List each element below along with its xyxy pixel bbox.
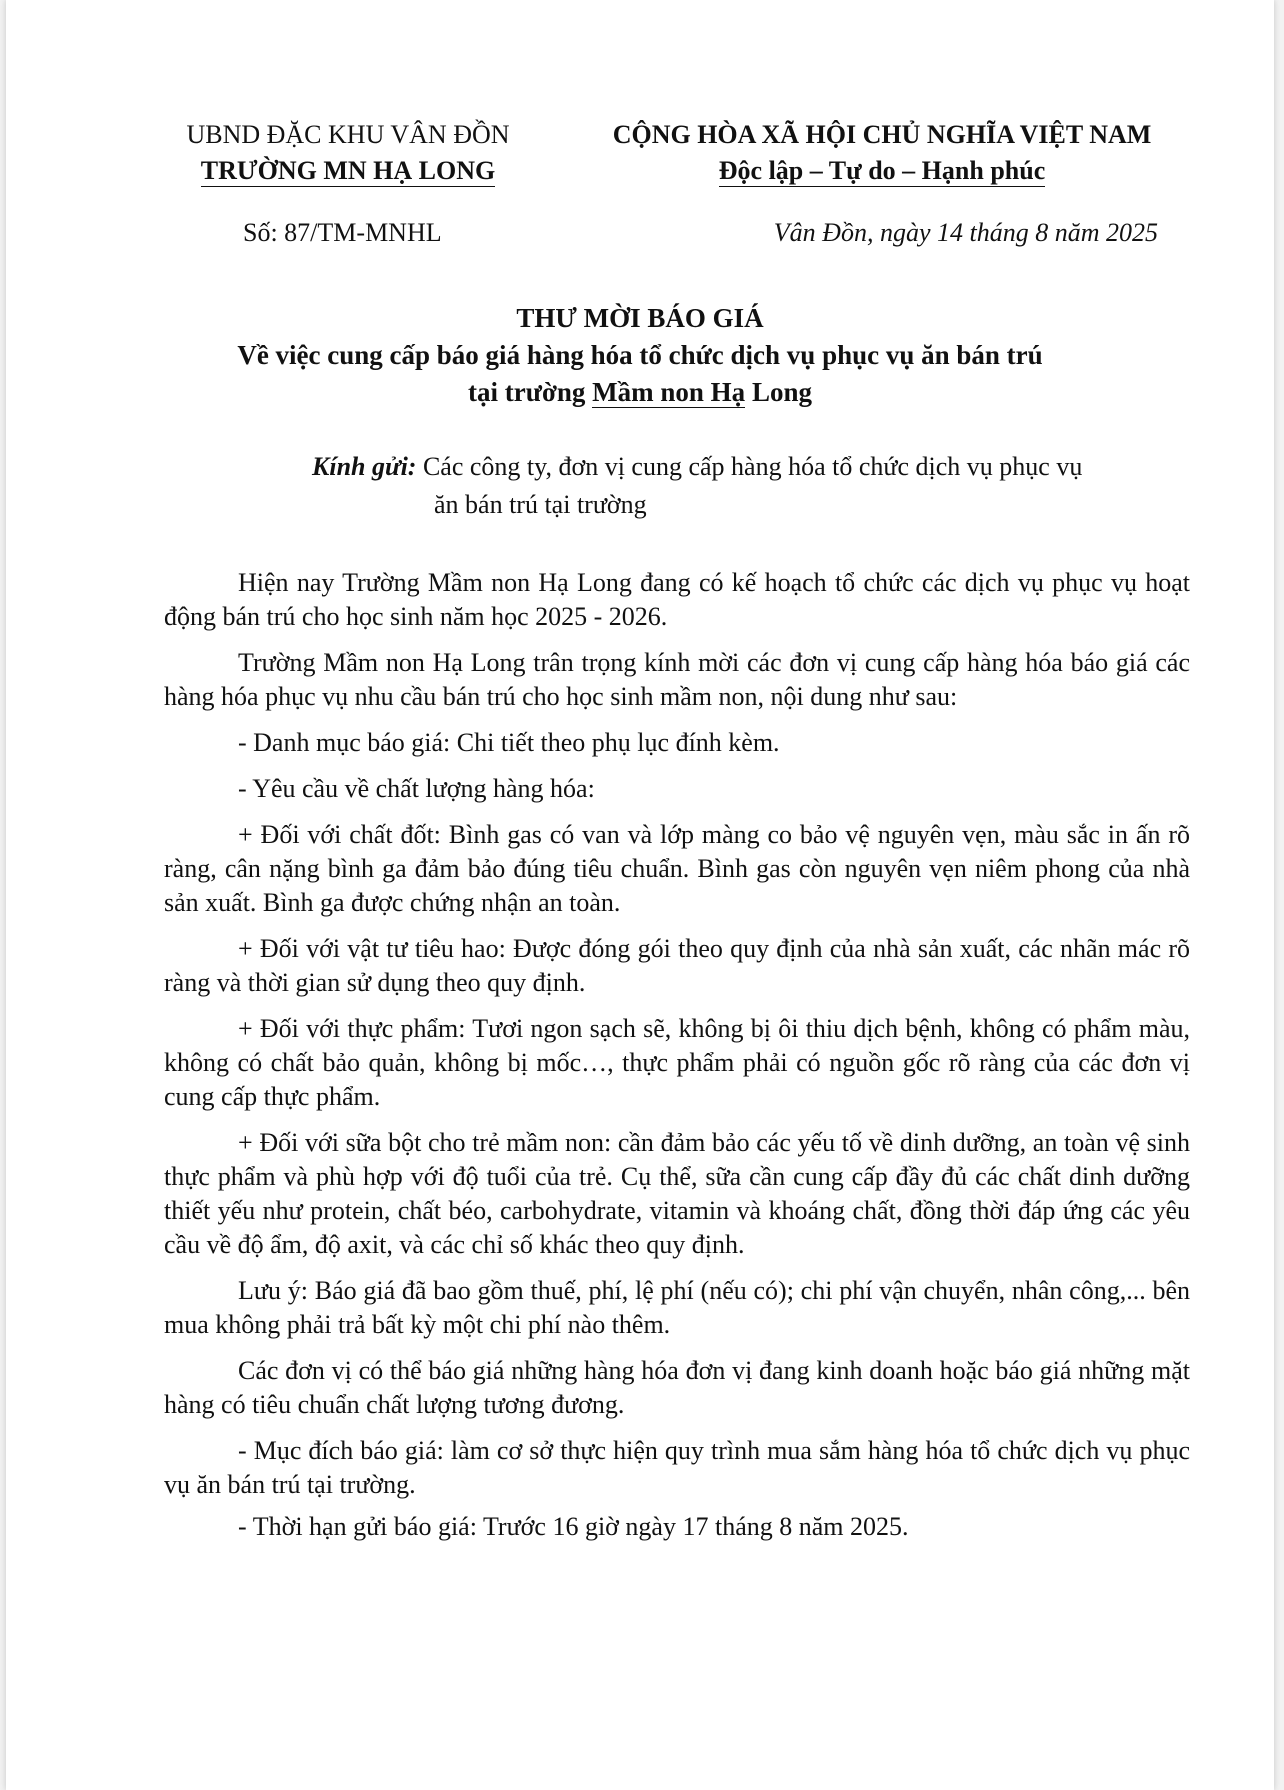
org-line-2: TRƯỜNG MN HẠ LONG xyxy=(200,156,496,185)
paragraph: + Đối với chất đốt: Bình gas có van và lớp màng co bảo vệ nguyên vẹn, màu sắc in ấn rõ ràng, cân nặng bình ga đảm bảo đúng tiêu chuẩn. Bình gas còn nguyên vẹn niêm phong của nhà sản xuất. Bình ga được chứng nhận an toàn. xyxy=(164,820,1190,917)
title-line-1: THƯ MỜI BÁO GIÁ xyxy=(516,303,764,333)
document-body xyxy=(164,566,1190,1556)
title-line-3a: tại trường xyxy=(468,377,593,407)
recipient-text-2: ăn bán trú tại trường xyxy=(434,490,647,519)
paragraph: Hiện nay Trường Mầm non Hạ Long đang có kế hoạch tổ chức các dịch vụ phục vụ hoạt động bán trú cho học sinh năm học 2025 - 2026. xyxy=(164,568,1190,631)
paragraph: - Thời hạn gửi báo giá: Trước 16 giờ ngày 17 tháng 8 năm 2025. xyxy=(238,1512,909,1541)
nation-line-2: Độc lập – Tự do – Hạnh phúc xyxy=(718,156,1046,185)
paragraph: - Mục đích báo giá: làm cơ sở thực hiện quy trình mua sắm hàng hóa tổ chức dịch vụ phục vụ ăn bán trú tại trường. xyxy=(164,1436,1190,1499)
paragraph: - Danh mục báo giá: Chi tiết theo phụ lục đính kèm. xyxy=(238,728,780,757)
paragraph: + Đối với sữa bột cho trẻ mầm non: cần đảm bảo các yếu tố về dinh dưỡng, an toàn vệ sinh thực phẩm và phù hợp với độ tuổi của trẻ. Cụ thể, sữa cần cung cấp đầy đủ các chất dinh dưỡng thiết yếu như protein, chất béo, carbohydrate, vitamin và khoáng chất, đồng thời đáp ứng các yêu cầu về độ ẩm, độ axit, và các chỉ số khác theo quy định. xyxy=(164,1128,1190,1259)
paragraph: Trường Mầm non Hạ Long trân trọng kính mời các đơn vị cung cấp hàng hóa báo giá các hàng hóa phục vụ nhu cầu bán trú cho học sinh mầm non, nội dung như sau: xyxy=(164,648,1190,711)
title-line-3 xyxy=(468,374,812,411)
paragraph: + Đối với thực phẩm: Tươi ngon sạch sẽ, không bị ôi thiu dịch bệnh, không có phẩm màu, không có chất bảo quản, không bị mốc…, thực phẩm phải có nguồn gốc rõ ràng của các đơn vị cung cấp thực phẩm. xyxy=(164,1014,1190,1111)
recipient-label: Kính gửi: xyxy=(312,452,417,481)
org-line-1: UBND ĐẶC KHU VÂN ĐỒN xyxy=(186,120,510,149)
paragraph: - Yêu cầu về chất lượng hàng hóa: xyxy=(238,774,595,803)
national-motto xyxy=(572,117,1192,189)
title-line-2: Về việc cung cấp báo giá hàng hóa tổ chức dịch vụ phục vụ ăn bán trú xyxy=(237,340,1043,370)
recipient-block xyxy=(312,448,1182,524)
place-date: Vân Đồn, ngày 14 tháng 8 năm 2025 xyxy=(773,218,1158,247)
paragraph: Lưu ý: Báo giá đã bao gồm thuế, phí, lệ phí (nếu có); chi phí vận chuyển, nhân công,... bên mua không phải trả bất kỳ một chi phí nào thêm. xyxy=(164,1276,1190,1339)
nation-line-1: CỘNG HÒA XÃ HỘI CHỦ NGHĨA VIỆT NAM xyxy=(612,120,1152,149)
title-line-3c: Long xyxy=(745,377,812,407)
title-line-3b: Mầm non Hạ xyxy=(592,377,746,407)
document-page xyxy=(6,0,1274,1790)
issuing-organization xyxy=(168,117,528,189)
recipient-text-1: Các công ty, đơn vị cung cấp hàng hóa tổ chức dịch vụ phục vụ xyxy=(422,452,1083,481)
document-title xyxy=(6,300,1274,411)
paragraph: Các đơn vị có thể báo giá những hàng hóa đơn vị đang kinh doanh hoặc báo giá những mặt hàng có tiêu chuẩn chất lượng tương đương. xyxy=(164,1356,1190,1419)
document-number: Số: 87/TM-MNHL xyxy=(243,218,442,247)
paragraph: + Đối với vật tư tiêu hao: Được đóng gói theo quy định của nhà sản xuất, các nhãn mác rõ ràng và thời gian sử dụng theo quy định. xyxy=(164,934,1190,997)
